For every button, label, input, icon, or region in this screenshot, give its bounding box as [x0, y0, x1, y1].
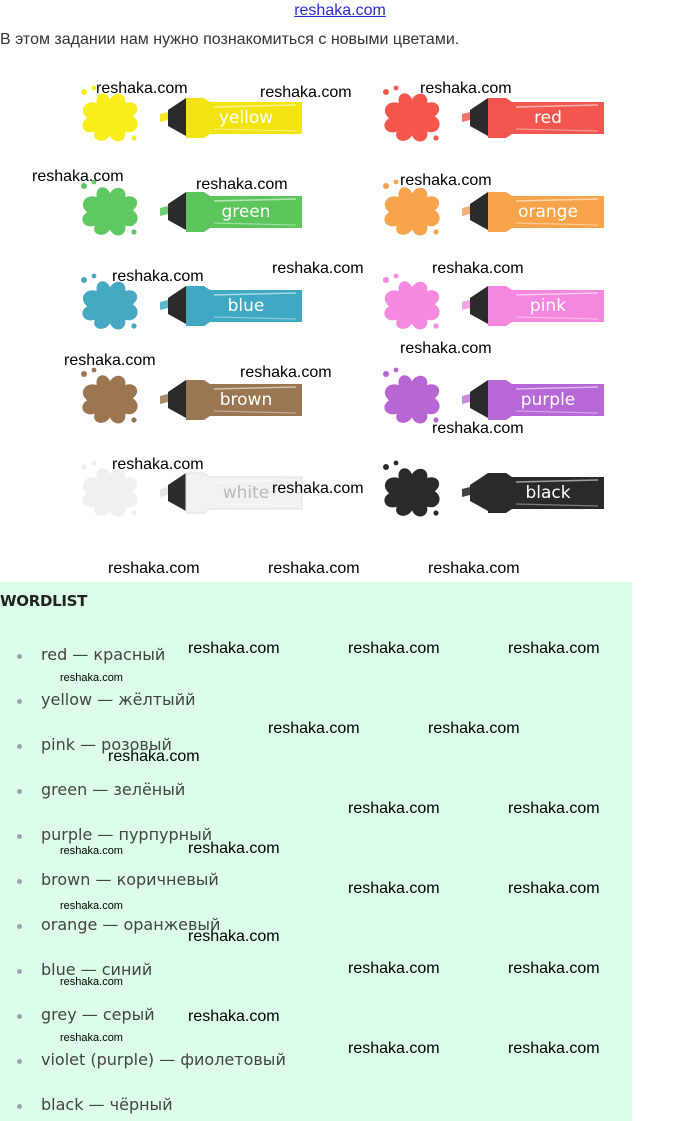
- marker-tip-yellow: [160, 112, 168, 122]
- marker-cone-red: [470, 98, 488, 136]
- watermark-text: reshaka.com: [112, 456, 204, 473]
- paint-drop-purple-1: [394, 368, 399, 373]
- wordlist-item: [0, 870, 400, 894]
- wordlist-item-text: green — зелёный: [41, 780, 186, 799]
- watermark-text: reshaka.com: [348, 640, 440, 657]
- watermark-text: reshaka.com: [348, 880, 440, 897]
- paint-splash-blue: [82, 281, 137, 329]
- marker-tip-brown: [160, 394, 168, 404]
- marker-cone-orange: [470, 192, 488, 230]
- bullet-icon: [17, 1059, 22, 1064]
- watermark-text: reshaka.com: [400, 172, 492, 189]
- wordlist-item: [0, 1095, 400, 1119]
- marker-black: [370, 463, 610, 525]
- paint-drop-black-1: [394, 461, 399, 466]
- bullet-icon: [17, 699, 22, 704]
- intro-text: В этом задании нам нужно познакомиться с новыми цветами.: [0, 31, 460, 48]
- paint-drop-blue-0: [81, 277, 87, 283]
- watermark-text: reshaka.com: [508, 640, 600, 657]
- bullet-icon: [17, 1104, 22, 1109]
- watermark-text: reshaka.com: [188, 840, 280, 857]
- watermark-text-small: reshaka.com: [60, 900, 123, 912]
- paint-drop-white-0: [81, 464, 87, 470]
- wordlist-item-text: red — красный: [41, 645, 166, 664]
- watermark-text: reshaka.com: [64, 352, 156, 369]
- wordlist-title: WORDLIST: [0, 592, 88, 610]
- watermark-text: reshaka.com: [188, 928, 280, 945]
- watermark-text: reshaka.com: [348, 960, 440, 977]
- watermark-text: reshaka.com: [196, 176, 288, 193]
- paint-splash-pink: [384, 281, 439, 329]
- wordlist-item-text: pink — розовый: [41, 735, 172, 754]
- paint-splash-orange: [384, 187, 439, 235]
- paint-drop-yellow-2: [131, 135, 136, 140]
- watermark-text: reshaka.com: [188, 640, 280, 657]
- paint-drop-orange-1: [394, 180, 399, 185]
- wordlist-item: [0, 780, 400, 804]
- paint-drop-orange-2: [433, 229, 438, 234]
- watermark-text: reshaka.com: [268, 560, 360, 577]
- watermark-text: reshaka.com: [272, 260, 364, 277]
- marker-label-red: red: [534, 108, 562, 128]
- paint-drop-green-2: [131, 229, 136, 234]
- paint-splash-yellow: [82, 93, 137, 141]
- marker-cone-blue: [168, 286, 186, 324]
- marker-label-yellow: yellow: [218, 108, 274, 128]
- marker-label-purple: purple: [520, 390, 576, 410]
- watermark-text: reshaka.com: [112, 268, 204, 285]
- wordlist-item-text: brown — коричневый: [41, 870, 219, 889]
- wordlist-item-text: grey — серый: [41, 1005, 155, 1024]
- watermark-text: reshaka.com: [108, 560, 200, 577]
- paint-drop-blue-2: [131, 323, 136, 328]
- watermark-text: reshaka.com: [240, 364, 332, 381]
- marker-label-white: white: [222, 483, 270, 503]
- marker-tip-green: [160, 206, 168, 216]
- watermark-text: reshaka.com: [96, 80, 188, 97]
- marker-orange: [370, 182, 610, 244]
- watermark-text: reshaka.com: [348, 1040, 440, 1057]
- marker-label-brown: brown: [219, 390, 273, 410]
- paint-drop-brown-2: [131, 417, 136, 422]
- paint-drop-pink-1: [394, 274, 399, 279]
- marker-label-green: green: [221, 202, 271, 222]
- watermark-text: reshaka.com: [260, 84, 352, 101]
- paint-splash-green: [82, 187, 137, 235]
- paint-drop-pink-2: [433, 323, 438, 328]
- wordlist-item-text: violet (purple) — фиолетовый: [41, 1050, 286, 1069]
- watermark-text: reshaka.com: [428, 720, 520, 737]
- wordlist-item: [0, 735, 400, 759]
- marker-cone-pink: [470, 286, 488, 324]
- watermark-text: reshaka.com: [108, 748, 200, 765]
- marker-tip-orange: [462, 206, 470, 216]
- watermark-text-small: reshaka.com: [60, 845, 123, 857]
- marker-cone-white: [168, 473, 186, 511]
- marker-tip-blue: [160, 300, 168, 310]
- watermark-text: reshaka.com: [508, 1040, 600, 1057]
- watermark-text: reshaka.com: [428, 560, 520, 577]
- wordlist-item: [0, 1050, 400, 1074]
- bullet-icon: [17, 834, 22, 839]
- wordlist-item-text: black — чёрный: [41, 1095, 173, 1114]
- wordlist-item-text: purple — пурпурный: [41, 825, 213, 844]
- watermark-text: reshaka.com: [400, 340, 492, 357]
- paint-drop-white-1: [92, 461, 97, 466]
- bullet-icon: [17, 789, 22, 794]
- marker-cone-purple: [470, 380, 488, 418]
- paint-drop-red-1: [394, 86, 399, 91]
- marker-cone-yellow: [168, 98, 186, 136]
- wordlist-item-text: blue — синий: [41, 960, 153, 979]
- paint-splash-white: [82, 468, 137, 516]
- paint-drop-white-2: [131, 510, 136, 515]
- marker-pink: [370, 276, 610, 338]
- watermark-text: reshaka.com: [188, 1008, 280, 1025]
- marker-tip-white: [160, 487, 168, 497]
- watermark-text: reshaka.com: [348, 800, 440, 817]
- paint-drop-pink-0: [383, 277, 389, 283]
- bullet-icon: [17, 744, 22, 749]
- watermark-text: reshaka.com: [508, 800, 600, 817]
- wordlist-item: [0, 690, 400, 714]
- paint-drop-red-2: [433, 135, 438, 140]
- marker-tip-purple: [462, 394, 470, 404]
- paint-splash-brown: [82, 375, 137, 423]
- watermark-text: reshaka.com: [32, 168, 124, 185]
- paint-drop-blue-1: [92, 274, 97, 279]
- paint-drop-red-0: [383, 89, 389, 95]
- watermark-text: reshaka.com: [508, 880, 600, 897]
- site-link[interactable]: reshaka.com: [294, 2, 386, 19]
- paint-splash-red: [384, 93, 439, 141]
- marker-cone-green: [168, 192, 186, 230]
- paint-splash-purple: [384, 375, 439, 423]
- marker-label-orange: orange: [518, 202, 578, 222]
- watermark-text-small: reshaka.com: [60, 672, 123, 684]
- marker-cone-brown: [168, 380, 186, 418]
- watermark-text-small: reshaka.com: [60, 1032, 123, 1044]
- marker-tip-red: [462, 112, 470, 122]
- watermark-text: reshaka.com: [432, 420, 524, 437]
- bullet-icon: [17, 879, 22, 884]
- watermark-text: reshaka.com: [420, 80, 512, 97]
- paint-drop-yellow-0: [81, 89, 87, 95]
- marker-tip-black: [462, 487, 470, 497]
- paint-drop-black-0: [383, 464, 389, 470]
- watermark-text: reshaka.com: [432, 260, 524, 277]
- paint-drop-brown-0: [81, 371, 87, 377]
- bullet-icon: [17, 969, 22, 974]
- watermark-text: reshaka.com: [272, 480, 364, 497]
- marker-tip-pink: [462, 300, 470, 310]
- marker-label-pink: pink: [529, 296, 567, 316]
- watermark-text-small: reshaka.com: [60, 976, 123, 988]
- bullet-icon: [17, 654, 22, 659]
- watermark-text: reshaka.com: [268, 720, 360, 737]
- marker-cone-black: [470, 473, 488, 511]
- bullet-icon: [17, 924, 22, 929]
- wordlist-item-text: yellow — жёлтыйй: [41, 690, 196, 709]
- paint-drop-orange-0: [383, 183, 389, 189]
- marker-label-blue: blue: [227, 296, 265, 316]
- paint-splash-black: [384, 468, 439, 516]
- paint-drop-purple-0: [383, 371, 389, 377]
- marker-label-black: black: [525, 483, 571, 503]
- bullet-icon: [17, 1014, 22, 1019]
- watermark-text: reshaka.com: [508, 960, 600, 977]
- wordlist-item-text: orange — оранжевый: [41, 915, 221, 934]
- paint-drop-black-2: [433, 510, 438, 515]
